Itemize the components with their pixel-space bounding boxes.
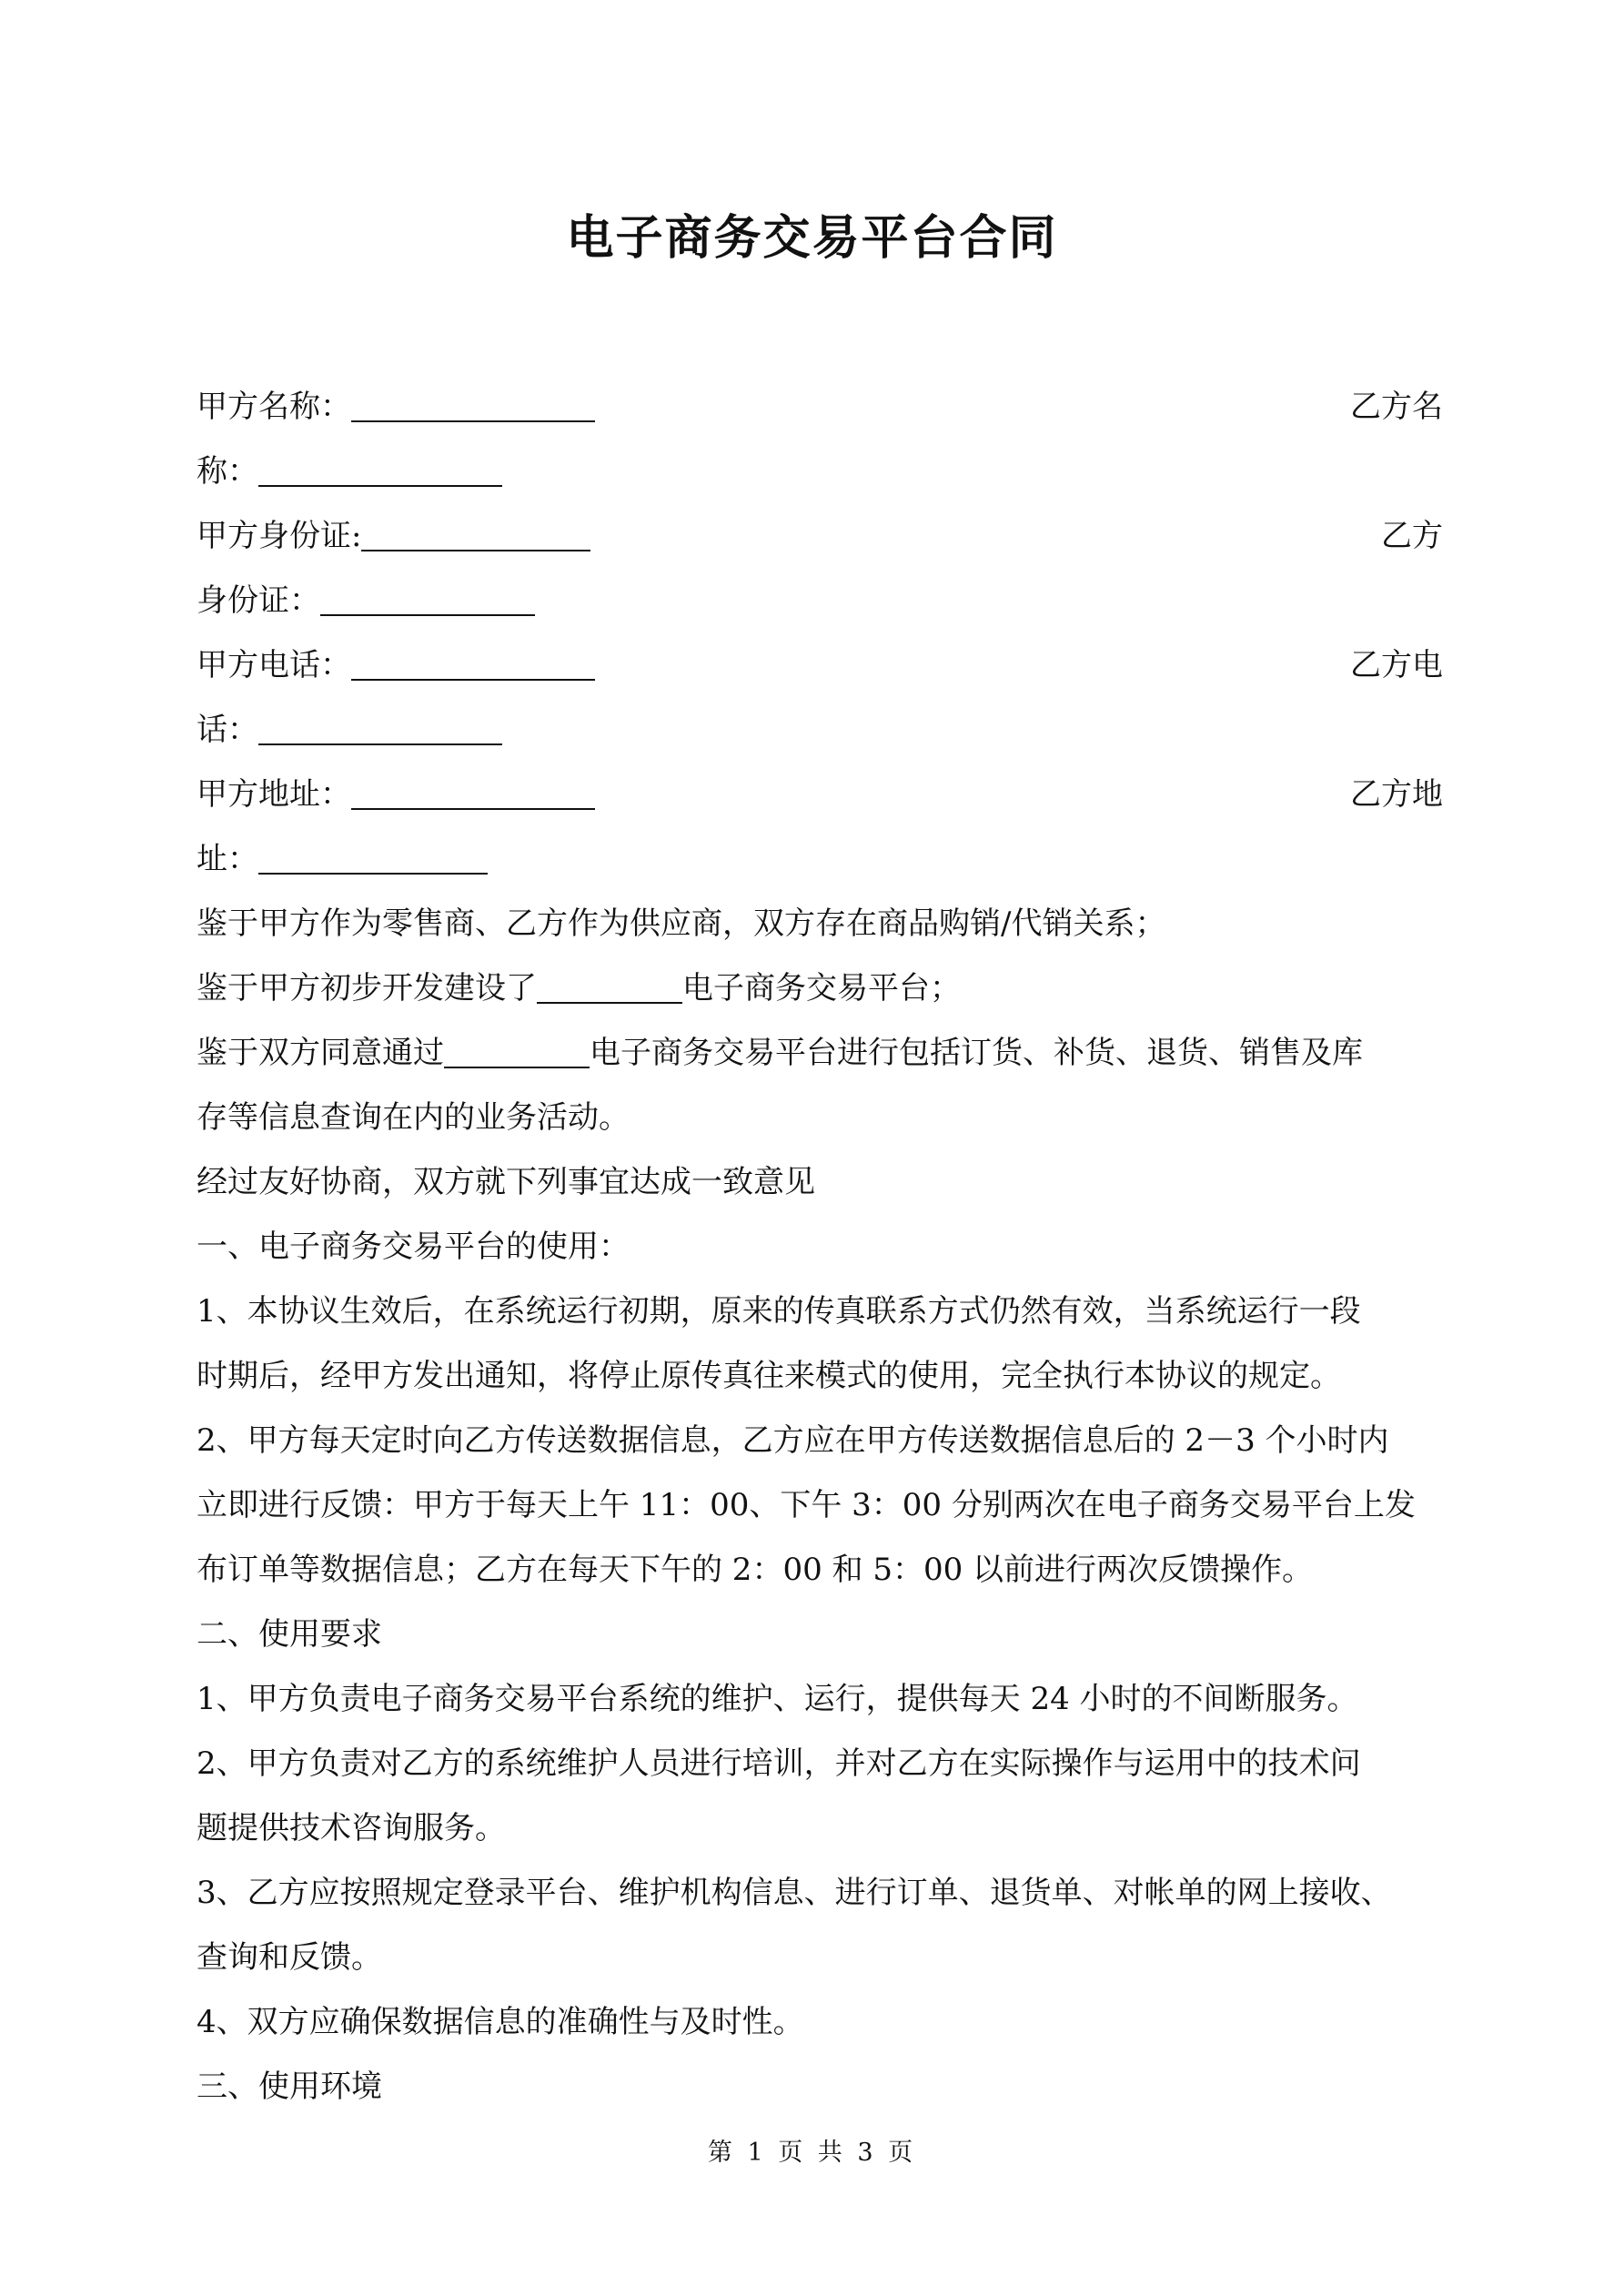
section-2-heading: 二、使用要求 [197, 1616, 382, 1653]
party-b-id-label-part1: 乙方 [1381, 518, 1443, 554]
party-b-address-row [197, 827, 1443, 892]
party-b-phone-label-part2: 话： [197, 712, 258, 748]
party-b-phone-label-part1: 乙方电 [1350, 647, 1443, 683]
party-a-name-label: 甲方名称： [197, 389, 351, 425]
section-2-clause-3-line-1: 3、乙方应按照规定登录平台、维护机构信息、进行订单、退货单、对帐单的网上接收、 [197, 1875, 1392, 1911]
party-b-id-row [197, 569, 1443, 633]
page-number-footer: 第 1 页 共 3 页 [707, 2139, 917, 2167]
party-b-name-label-part1: 乙方名 [1350, 389, 1443, 425]
party-b-id-blank[interactable] [320, 576, 535, 616]
party-b-name-blank[interactable] [258, 447, 502, 487]
party-name-row [197, 375, 1443, 440]
recital-2-post: 电子商务交易平台； [682, 970, 961, 1006]
page-title: 电子商务交易平台合同 [566, 210, 1058, 266]
party-b-phone-blank[interactable] [258, 705, 502, 745]
section-1-heading: 一、电子商务交易平台的使用： [197, 1229, 630, 1265]
recital-3-line-2: 存等信息查询在内的业务活动。 [197, 1099, 630, 1136]
party-a-id-field [197, 504, 590, 569]
party-address-row [197, 763, 1443, 827]
platform-name-blank-1[interactable] [537, 964, 682, 1004]
party-id-row [197, 504, 1443, 569]
recital-3-post: 电子商务交易平台进行包括订货、补货、退货、销售及库 [590, 1035, 1363, 1071]
section-1-clause-2-line-2: 立即进行反馈：甲方于每天上午 11：00、下午 3：00 分别两次在电子商务交易平台上发 [197, 1487, 1416, 1523]
party-b-address-blank[interactable] [258, 834, 488, 875]
recital-4: 经过友好协商，双方就下列事宜达成一致意见 [197, 1164, 815, 1200]
party-a-address-label: 甲方地址： [197, 776, 351, 813]
party-b-name-row [197, 440, 1443, 504]
section-1-clause-1-line-2: 时期后，经甲方发出通知，将停止原传真往来模式的使用，完全执行本协议的规定。 [197, 1358, 1341, 1394]
party-a-address-field [197, 763, 595, 827]
section-1-clause-2-line-3: 布订单等数据信息；乙方在每天下午的 2：00 和 5：00 以前进行两次反馈操作。 [197, 1552, 1314, 1588]
section-2-clause-1: 1、甲方负责电子商务交易平台系统的维护、运行，提供每天 24 小时的不间断服务。 [197, 1681, 1358, 1717]
party-a-id-label: 甲方身份证: [197, 518, 362, 554]
platform-name-blank-2[interactable] [444, 1028, 590, 1068]
party-b-address-label-part2: 址： [197, 841, 258, 877]
party-b-phone-row [197, 698, 1443, 763]
section-2-clause-2-line-2: 题提供技术咨询服务。 [197, 1810, 506, 1846]
party-a-name-field [197, 375, 595, 440]
party-a-phone-blank[interactable] [351, 641, 595, 681]
recital-1: 鉴于甲方作为零售商、乙方作为供应商，双方存在商品购销/代销关系； [197, 905, 1166, 942]
section-2-clause-4: 4、双方应确保数据信息的准确性与及时性。 [197, 2004, 804, 2040]
party-b-address-label-part1: 乙方地 [1350, 776, 1443, 813]
recital-3-line-1 [197, 1021, 1443, 1086]
section-2-clause-3-line-2: 查询和反馈。 [197, 1939, 382, 1976]
recital-3-pre: 鉴于双方同意通过 [197, 1035, 444, 1071]
recital-2 [197, 956, 1443, 1021]
section-1-clause-2-line-1: 2、甲方每天定时向乙方传送数据信息，乙方应在甲方传送数据信息后的 2－3 个小时内 [197, 1422, 1389, 1459]
contract-body [197, 375, 1443, 2119]
section-1-clause-1-line-1: 1、本协议生效后，在系统运行初期，原来的传真联系方式仍然有效，当系统运行一段 [197, 1293, 1361, 1330]
party-a-id-blank[interactable] [361, 511, 590, 551]
party-a-phone-label: 甲方电话： [197, 647, 351, 683]
party-phone-row [197, 633, 1443, 698]
section-3-heading: 三、使用环境 [197, 2068, 382, 2105]
party-b-id-label-part2: 身份证： [197, 582, 320, 619]
party-b-name-label-part2: 称： [197, 453, 258, 490]
section-2-clause-2-line-1: 2、甲方负责对乙方的系统维护人员进行培训，并对乙方在实际操作与运用中的技术问 [197, 1745, 1361, 1782]
party-a-address-blank[interactable] [351, 770, 595, 810]
party-a-phone-field [197, 633, 595, 698]
recital-2-pre: 鉴于甲方初步开发建设了 [197, 970, 537, 1006]
party-a-name-blank[interactable] [351, 382, 595, 422]
